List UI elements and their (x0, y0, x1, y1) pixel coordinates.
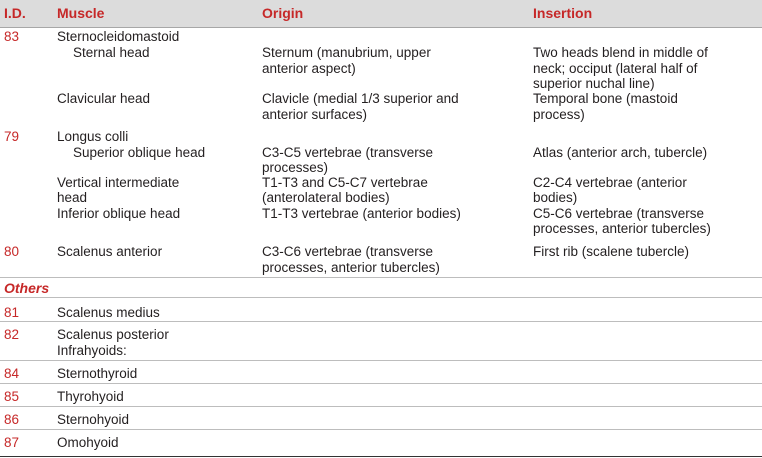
origin-line: T1-T3 and C5-C7 vertebrae (262, 175, 428, 190)
insertion-line: Two heads blend in middle of (533, 45, 708, 60)
origin-line: C3-C6 vertebrae (transverse (262, 244, 434, 259)
muscle-part-name: Inferior oblique head (57, 206, 181, 221)
muscle-name: Scalenus posterior (57, 327, 169, 342)
row-id: 81 (4, 305, 20, 320)
row-id: 86 (4, 412, 20, 427)
others-heading: Others (4, 280, 50, 296)
muscle-part-name: Clavicular head (57, 91, 151, 106)
origin-line: C3-C5 vertebrae (transverse (262, 145, 434, 160)
muscle-name: Omohyoid (57, 435, 119, 450)
insertion-line: Atlas (anterior arch, tubercle) (533, 145, 708, 160)
muscle-name: Scalenus medius (57, 305, 160, 320)
muscle-name: Sternohyoid (57, 412, 130, 427)
row-divider (0, 360, 762, 361)
origin-line: anterior surfaces) (262, 107, 368, 122)
muscle-part-name: Sternal head (73, 45, 150, 60)
row-divider (0, 297, 762, 298)
origin-line: Sternum (manubrium, upper (262, 45, 431, 60)
row-id: 85 (4, 389, 20, 404)
muscle-part-name: head (57, 190, 88, 205)
row-divider (0, 406, 762, 407)
row-id: 87 (4, 435, 20, 450)
muscle-group-name: Longus colli (57, 129, 129, 144)
muscle-name: Infrahyoids: (57, 343, 127, 358)
row-id: 80 (4, 244, 20, 259)
insertion-line: superior nuchal line) (533, 76, 655, 91)
insertion-line: neck; occiput (lateral half of (533, 61, 698, 76)
muscle-name: Sternothyroid (57, 366, 138, 381)
row-id: 84 (4, 366, 20, 381)
muscle-name: Thyrohyoid (57, 389, 124, 404)
insertion-line: First rib (scalene tubercle) (533, 244, 690, 259)
insertion-line: C5-C6 vertebrae (transverse (533, 206, 705, 221)
origin-line: T1-T3 vertebrae (anterior bodies) (262, 206, 461, 221)
insertion-line: bodies) (533, 190, 578, 205)
header-muscle: Muscle (57, 5, 105, 21)
insertion-line: processes, anterior tubercles) (533, 221, 711, 236)
table-bottom-rule (0, 456, 762, 457)
header-insertion: Insertion (533, 5, 593, 21)
insertion-line: C2-C4 vertebrae (anterior (533, 175, 687, 190)
row-divider (0, 383, 762, 384)
origin-line: (anterolateral bodies) (262, 190, 390, 205)
origin-line: processes) (262, 160, 329, 175)
header-id: I.D. (4, 5, 26, 21)
muscle-group-name: Sternocleidomastoid (57, 29, 180, 44)
header-origin: Origin (262, 5, 304, 21)
muscle-part-name: Vertical intermediate (57, 175, 180, 190)
insertion-line: Temporal bone (mastoid (533, 91, 678, 106)
origin-line: anterior aspect) (262, 61, 356, 76)
muscle-part-name: Superior oblique head (73, 145, 206, 160)
muscle-name: Scalenus anterior (57, 244, 163, 259)
section-divider (0, 277, 762, 278)
origin-line: Clavicle (medial 1/3 superior and (262, 91, 459, 106)
origin-line: processes, anterior tubercles) (262, 260, 440, 275)
table-header (0, 0, 762, 28)
row-id: 79 (4, 129, 20, 144)
row-divider (0, 429, 762, 430)
insertion-line: process) (533, 107, 585, 122)
row-id: 82 (4, 327, 20, 342)
row-divider (0, 321, 762, 322)
row-id: 83 (4, 29, 20, 44)
